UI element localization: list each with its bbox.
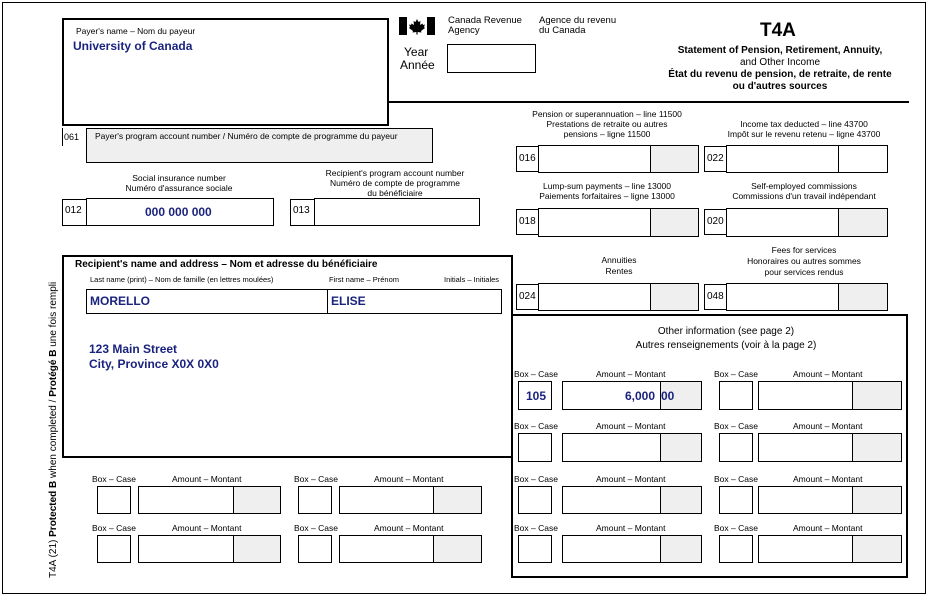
oi-r2-a-box-label: Box – Case <box>514 421 558 431</box>
box-048-number-cell <box>704 284 727 310</box>
box-024-number: 024 <box>519 291 536 302</box>
box-018-number: 018 <box>519 216 536 227</box>
box-061-tick <box>62 128 63 146</box>
year-field[interactable] <box>447 44 536 73</box>
box-012-number: 012 <box>65 205 82 216</box>
oi-r3-d-box-label: Box – Case <box>294 474 338 484</box>
oi-r1-a-cents-field[interactable] <box>660 381 702 410</box>
box-024-label-1: Annuities <box>601 255 637 265</box>
payer-account-field[interactable] <box>86 128 433 163</box>
box-016-cents[interactable] <box>650 145 699 173</box>
oi-r4-b-dollars-field[interactable] <box>758 535 853 563</box>
oi-r4-a-amount-label: Amount – Montant <box>596 523 666 533</box>
box-022-number: 022 <box>707 153 724 164</box>
subtitle-1: Statement of Pension, Retirement, Annuity, <box>677 45 883 56</box>
other-info-title-2: Autres renseignements (voir à la page 2) <box>635 340 817 351</box>
oi-r3-a-amount-label: Amount – Montant <box>596 474 666 484</box>
side-text-part3: when completed / <box>48 396 59 481</box>
year-label-fr: Année <box>400 58 435 72</box>
oi-r2-a-cents-field[interactable] <box>660 433 702 462</box>
oi-r4-d-box-field[interactable] <box>298 535 332 563</box>
box-018-cents[interactable] <box>650 208 699 237</box>
side-protected-text <box>48 248 59 578</box>
oi-r2-b-cents-field[interactable] <box>852 433 902 462</box>
oi-r4-b-cents-field[interactable] <box>852 535 902 563</box>
recipient-account-label-3: du bénéficiaire <box>367 188 423 198</box>
oi-r2-b-box-field[interactable] <box>719 433 753 462</box>
oi-r2-b-box-label: Box – Case <box>714 421 758 431</box>
box-020-label-1: Self-employed commissions <box>751 181 857 191</box>
oi-r3-b-dollars-field[interactable] <box>758 486 853 514</box>
oi-entry-box: 105 <box>526 389 547 403</box>
subtitle-2: and Other Income <box>739 57 821 68</box>
recipient-box <box>62 255 513 458</box>
box-048-label-1: Fees for services <box>771 245 837 255</box>
oi-r3-d-dollars-field[interactable] <box>339 486 434 514</box>
last-name-value: MORELLO <box>90 294 150 308</box>
box-020-number-cell <box>704 209 727 235</box>
last-name-field[interactable] <box>86 289 328 314</box>
box-016-label-3: pensions – ligne 11500 <box>563 129 651 139</box>
box-024-number-cell <box>516 284 539 310</box>
box-022-label-1: Income tax deducted – line 43700 <box>740 119 868 129</box>
box-013-number: 013 <box>293 205 310 216</box>
oi-r2-a-dollars-field[interactable] <box>562 433 661 462</box>
oi-r3-b-box-field[interactable] <box>719 486 753 514</box>
oi-r3-a-box-label: Box – Case <box>514 474 558 484</box>
oi-r4-d-box-label: Box – Case <box>294 523 338 533</box>
box-024-label-2: Rentes <box>605 266 633 276</box>
payer-account-label: Payer's program account number / Numéro de compte de programme du payeur <box>95 131 398 141</box>
oi-r2-b-dollars-field[interactable] <box>758 433 853 462</box>
oi-r3-b-amount-label: Amount – Montant <box>793 474 863 484</box>
box-012-number-cell <box>62 199 87 226</box>
box-048-label-3: pour services rendus <box>764 267 844 277</box>
box-022-label-2: Impôt sur le revenu retenu – ligne 43700 <box>727 129 881 139</box>
oi-r2-b-amount-label: Amount – Montant <box>793 421 863 431</box>
first-name-field[interactable] <box>327 289 502 314</box>
canada-flag-icon <box>399 17 435 35</box>
oi-r2-a-amount-label: Amount – Montant <box>596 421 666 431</box>
oi-r1-a-box-field[interactable] <box>518 381 552 410</box>
header-divider <box>389 101 909 103</box>
subtitle-3: État du revenu de pension, de retraite, de rente <box>668 69 892 80</box>
box-020-dollars[interactable] <box>726 208 839 237</box>
oi-entry-cents: 00 <box>661 389 675 403</box>
agency-fr-2: du Canada <box>539 25 586 36</box>
side-text-part4: Protégé B <box>48 349 59 397</box>
other-info-title-1: Other information (see page 2) <box>657 326 795 337</box>
oi-r4-a-dollars-field[interactable] <box>562 535 661 563</box>
oi-r3-a-cents-field[interactable] <box>660 486 702 514</box>
box-024-cents[interactable] <box>650 283 699 311</box>
address-line-1: 123 Main Street <box>89 342 178 356</box>
oi-r4-c-amount-label: Amount – Montant <box>172 523 242 533</box>
oi-r3-c-cents-field[interactable] <box>233 486 281 514</box>
agency-fr-1: Agence du revenu <box>539 15 617 26</box>
last-name-label: Last name (print) – Nom de famille (en lettres moulées) <box>90 275 274 284</box>
oi-r4-c-box-field[interactable] <box>97 535 131 563</box>
oi-r1-b-dollars-field[interactable] <box>758 381 853 410</box>
recipient-account-label-1: Recipient's program account number <box>325 168 465 178</box>
recipient-account-field[interactable] <box>314 198 480 226</box>
box-018-label-1: Lump-sum payments – line 13000 <box>542 181 672 191</box>
payer-name-label: Payer's name – Nom du payeur <box>76 26 196 36</box>
initials-label: Initials – Initiales <box>444 275 500 284</box>
oi-r4-b-box-field[interactable] <box>719 535 753 563</box>
side-text-part2: Protected B <box>48 480 59 537</box>
box-016-number: 016 <box>519 153 536 164</box>
box-018-dollars[interactable] <box>538 208 651 237</box>
box-016-number-cell <box>516 146 539 172</box>
oi-r3-b-cents-field[interactable] <box>852 486 902 514</box>
oi-r4-a-box-field[interactable] <box>518 535 552 563</box>
box-061-number: 061 <box>64 132 80 142</box>
box-018-number-cell <box>516 209 539 235</box>
box-018-label-2: Paiements forfaitaires – ligne 13000 <box>539 191 675 201</box>
sin-value: 000 000 000 <box>145 205 212 219</box>
box-048-cents[interactable] <box>838 283 888 311</box>
oi-r3-c-dollars-field[interactable] <box>138 486 234 514</box>
box-022-cents[interactable] <box>838 145 888 173</box>
oi-r1-b-cents-field[interactable] <box>852 381 902 410</box>
first-name-label: First name – Prénom <box>329 275 400 284</box>
sin-label-2: Numéro d'assurance sociale <box>125 183 233 193</box>
sin-field[interactable] <box>86 198 274 226</box>
oi-r4-c-cents-field[interactable] <box>233 535 281 563</box>
oi-r3-d-box-field[interactable] <box>298 486 332 514</box>
box-016-label-1: Pension or superannuation – line 11500 <box>532 109 682 119</box>
oi-r3-a-box-field[interactable] <box>518 486 552 514</box>
oi-r4-d-amount-label: Amount – Montant <box>374 523 444 533</box>
recipient-account-label-2: Numéro de compte de programme <box>330 178 460 188</box>
agency-en-1: Canada Revenue <box>448 15 522 26</box>
oi-r3-d-amount-label: Amount – Montant <box>374 474 444 484</box>
box-022-dollars[interactable] <box>726 145 839 173</box>
oi-r1-b-box-field[interactable] <box>719 381 753 410</box>
oi-r4-b-box-label: Box – Case <box>714 523 758 533</box>
box-020-label-2: Commissions d'un travail indépendant <box>732 191 876 201</box>
recipient-title: Recipient's name and address – Nom et adresse du bénéficiaire <box>75 259 378 270</box>
oi-r4-a-cents-field[interactable] <box>660 535 702 563</box>
box-048-dollars[interactable] <box>726 283 839 311</box>
subtitle-4: ou d'autres sources <box>732 81 828 92</box>
agency-en-2: Agency <box>448 25 480 36</box>
oi-r4-d-cents-field[interactable] <box>433 535 482 563</box>
payer-name-box[interactable] <box>62 18 389 126</box>
oi-r1-b-amount-label: Amount – Montant <box>793 369 863 379</box>
box-024-dollars[interactable] <box>538 283 651 311</box>
oi-r3-d-cents-field[interactable] <box>433 486 482 514</box>
oi-r4-c-dollars-field[interactable] <box>138 535 234 563</box>
oi-r1-b-box-label: Box – Case <box>714 369 758 379</box>
box-020-number: 020 <box>707 216 724 227</box>
box-048-number: 048 <box>707 291 724 302</box>
oi-r4-b-amount-label: Amount – Montant <box>793 523 863 533</box>
box-048-label-2: Honoraires ou autres sommes <box>747 256 861 266</box>
oi-r3-c-box-field[interactable] <box>97 486 131 514</box>
first-name-value: ELISE <box>331 294 366 308</box>
box-020-cents[interactable] <box>838 208 888 237</box>
side-text-part1: T4A (21) <box>48 536 59 578</box>
oi-r1-a-amount-label: Amount – Montant <box>596 369 666 379</box>
oi-entry-dollars: 6,000 <box>624 389 655 403</box>
form-title: T4A <box>760 20 796 41</box>
oi-r3-b-box-label: Box – Case <box>714 474 758 484</box>
box-013-number-cell <box>290 199 315 226</box>
oi-r3-a-dollars-field[interactable] <box>562 486 661 514</box>
box-016-dollars[interactable] <box>538 145 651 173</box>
payer-name-value: University of Canada <box>73 39 193 53</box>
oi-r2-a-box-field[interactable] <box>518 433 552 462</box>
box-022-number-cell <box>704 146 727 172</box>
oi-r1-a-dollars-field[interactable] <box>562 381 661 410</box>
box-016-label-2: Prestations de retraite ou autres <box>546 119 668 129</box>
year-label-en: Year <box>404 45 429 59</box>
oi-r4-a-box-label: Box – Case <box>514 523 558 533</box>
sin-label-1: Social insurance number <box>132 173 226 183</box>
oi-r4-d-dollars-field[interactable] <box>339 535 434 563</box>
oi-r4-c-box-label: Box – Case <box>92 523 136 533</box>
address-line-2: City, Province X0X 0X0 <box>89 357 219 371</box>
oi-r1-a-box-label: Box – Case <box>514 369 558 379</box>
side-text-part5: une fois rempli <box>48 281 59 350</box>
oi-r3-c-box-label: Box – Case <box>92 474 136 484</box>
oi-r3-c-amount-label: Amount – Montant <box>172 474 242 484</box>
